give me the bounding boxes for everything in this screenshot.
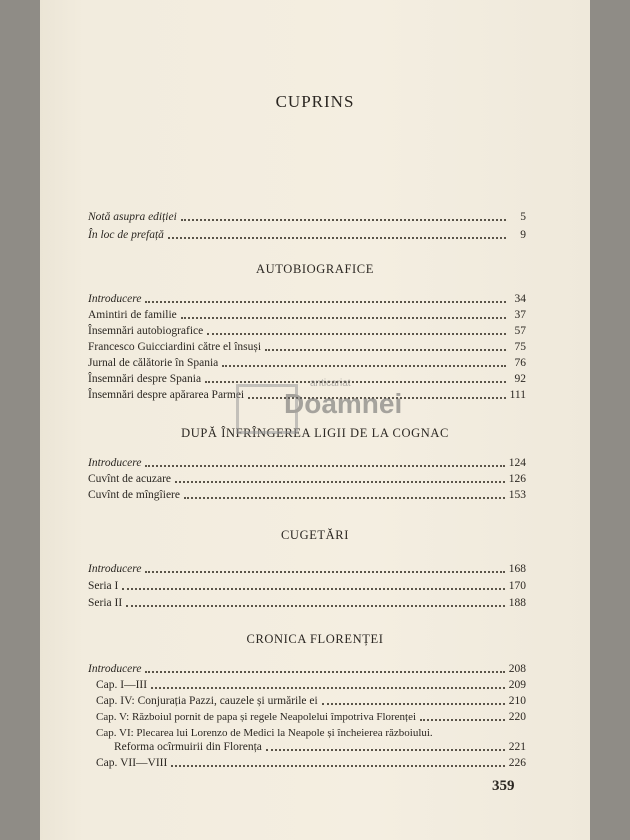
- section-heading: AUTOBIOGRAFICE: [256, 262, 374, 276]
- leader-dots: [122, 588, 504, 590]
- page-title: CUPRINS: [275, 92, 355, 111]
- toc-entry-label: Cap. VII—VIII: [96, 757, 168, 769]
- watermark-big-text: Doamnei: [284, 388, 403, 419]
- leader-dots: [420, 719, 505, 721]
- watermark-logo: [236, 378, 403, 434]
- toc-entry-page: 75: [514, 341, 526, 353]
- toc-entry-page: 220: [508, 711, 526, 723]
- toc-entry: [88, 340, 526, 354]
- toc-entry-page: 111: [509, 389, 526, 401]
- toc-entry: [88, 456, 526, 470]
- toc-entry-label: Notă asupra ediției: [88, 211, 177, 223]
- toc-entry: [96, 678, 526, 692]
- toc-entry-page: 34: [514, 293, 526, 305]
- toc-entry: [88, 210, 526, 224]
- toc-entry: [88, 228, 526, 242]
- leader-dots: [266, 749, 505, 751]
- toc-entry-page: 209: [508, 679, 526, 691]
- leader-dots: [171, 765, 504, 767]
- leader-dots: [184, 497, 505, 499]
- toc-entry-label: Cap. IV: Conjurația Pazzi, cauzele și urmările ei: [96, 695, 318, 707]
- toc-entry-label-line2: Reforma ocîrmuirii din Florența: [114, 741, 262, 753]
- toc-entry-label: Cuvînt de acuzare: [88, 473, 172, 485]
- toc-entry: [88, 488, 526, 502]
- toc-entry: [88, 356, 526, 370]
- section-heading: CRONICA FLORENȚEI: [246, 632, 384, 646]
- toc-entry-label: Cap. I—III: [96, 679, 148, 691]
- toc-entry-page: 124: [508, 457, 526, 469]
- page-number: 359: [492, 778, 515, 794]
- toc-entry-page: 76: [514, 357, 526, 369]
- toc-entry-label: În loc de prefață: [88, 229, 164, 241]
- toc-entry-page: 5: [520, 211, 526, 223]
- leader-dots: [175, 481, 505, 483]
- toc-entry: [88, 324, 526, 338]
- toc-entry-label: Însemnări autobiografice: [88, 325, 204, 337]
- toc-entry-label: Introducere: [88, 663, 142, 675]
- toc-entry-page: 92: [514, 373, 526, 385]
- leader-dots: [145, 571, 504, 573]
- toc-entry: [96, 694, 526, 708]
- toc-entry-label: Introducere: [88, 457, 142, 469]
- leader-dots: [145, 671, 504, 673]
- toc-entry-label: Introducere: [88, 563, 142, 575]
- leader-dots: [322, 703, 505, 705]
- toc-entry-label: Însemnări despre apărarea Parmei: [88, 389, 245, 401]
- toc-entry-label: Introducere: [88, 293, 142, 305]
- toc-entry-label: Jurnal de călătorie în Spania: [88, 357, 219, 369]
- toc-entry-page: 57: [514, 325, 526, 337]
- toc-entry: [96, 756, 526, 770]
- toc-entry-label: Cuvînt de mîngîiere: [88, 489, 180, 501]
- leader-dots: [126, 605, 505, 607]
- toc-entry: [88, 579, 526, 593]
- toc-entry-label-line1: Cap. VI: Plecarea lui Lorenzo de Medici la Neapole și încheierea războiului.: [96, 727, 433, 739]
- leader-dots: [168, 237, 506, 239]
- leader-dots: [265, 349, 506, 351]
- toc-entry: [96, 710, 526, 724]
- toc-entry: [88, 596, 526, 610]
- toc-entry-label: Cap. V: Războiul pornit de papa și regele Neapolelui împotriva Florenței: [96, 711, 417, 723]
- leader-dots: [181, 219, 506, 221]
- leader-dots: [151, 687, 505, 689]
- section-heading: CUGETĂRI: [281, 528, 349, 542]
- watermark-small-text: anticariat: [310, 378, 351, 389]
- toc-entry-page: 9: [520, 229, 526, 241]
- toc-entry-label: Seria I: [88, 580, 119, 592]
- toc-entry-page: 188: [508, 597, 526, 609]
- toc-entry-label: Seria II: [88, 597, 123, 609]
- toc-entry: [114, 740, 526, 754]
- toc-entry-label: Însemnări despre Spania: [88, 373, 202, 385]
- toc-entry-page: 168: [508, 563, 526, 575]
- toc-entry: [88, 662, 526, 676]
- toc-entry-label: Amintiri de familie: [88, 309, 177, 321]
- toc-entry: [88, 292, 526, 306]
- toc-entry: [88, 308, 526, 322]
- toc-entry-page: 208: [508, 663, 526, 675]
- section-heading: DUPĂ ÎNFRÎNGEREA LIGII DE LA COGNAC: [181, 426, 449, 440]
- leader-dots: [207, 333, 506, 335]
- leader-dots: [181, 317, 506, 319]
- toc-entry-page: 153: [508, 489, 526, 501]
- toc-entry-page: 37: [514, 309, 526, 321]
- leader-dots: [222, 365, 506, 367]
- leader-dots: [145, 301, 506, 303]
- toc-entry: [88, 562, 526, 576]
- toc-entry-page: 221: [508, 741, 526, 753]
- toc-entry: [88, 472, 526, 486]
- toc-entry-page: 210: [508, 695, 526, 707]
- toc-entry-label: Francesco Guicciardini către el însuși: [88, 341, 262, 353]
- leader-dots: [145, 465, 504, 467]
- toc-entry-page: 226: [508, 757, 526, 769]
- toc-entry-page: 170: [508, 580, 526, 592]
- toc-entry-page: 126: [508, 473, 526, 485]
